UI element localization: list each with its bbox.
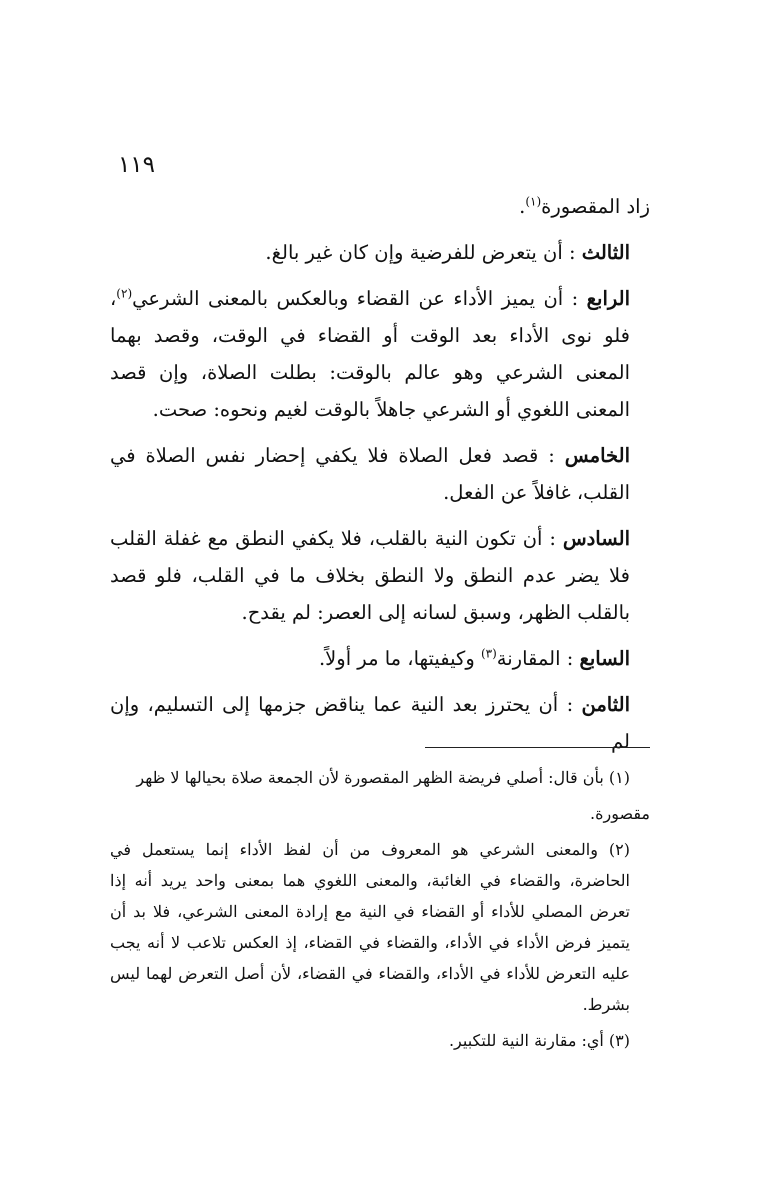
footnote-ref-2[interactable]: (٢) [116,286,133,301]
footnote-divider [425,747,650,748]
footnote-1-continued [110,798,650,829]
paragraph-intro [110,188,650,225]
paragraph-fifth [110,437,650,511]
footnote-1 [110,762,650,793]
paragraph-seventh [110,640,650,677]
text-seventh-b: وكيفيتها، ما مر أولاً. [318,647,481,670]
text-seventh-a: : المقارنة [496,647,580,670]
footnote-ref-1[interactable]: (١) [525,194,542,209]
label-fifth: الخامس [564,444,630,467]
paragraph-third [110,234,650,271]
text-fourth-b: ، فلو نوى الأداء بعد الوقت أو القضاء في الوقت، وقصد بهما المعنى الشرعي وهو عالم بالوقت: بطلت الصلاة، وإن قصد المعنى اللغوي أو الشرعي جاهلاً بالوقت لغيم ونحوه: صحت. [110,287,630,421]
footnote-1-line-1: (١) بأن قال: أصلي فريضة الظهر المقصورة لأن الجمعة صلاة بحيالها لا ظهر [136,768,630,787]
text-fourth-a: : أن يميز الأداء عن القضاء وبالعكس بالمعنى الشرعي [132,287,587,310]
label-third: الثالث [581,241,630,264]
paragraph-fourth [110,280,650,428]
label-sixth: السادس [562,527,630,550]
paragraph-eighth [110,686,650,760]
footnote-2-text: (٢) والمعنى الشرعي هو المعروف من أن لفظ الأداء إنما يستعمل في الحاضرة، والقضاء في الغائبة، والمعنى اللغوي هما بمعنى واحد يريد أنه إذا تعرض المصلي للأداء أو القضاء في النية مع إرادة المعنى الشرعي، فلا بد أن يتميز فرض الأداء في الأداء، والقضاء في القضاء، إذ العكس تلاعب لا أنه يجب عليه التعرض للأداء في الأداء، والقضاء في القضاء، لأن أصل التعرض لهما ليس بشرط. [110,840,631,1014]
label-eighth: الثامن [581,693,630,716]
text-fifth: : قصد فعل الصلاة فلا يكفي إحضار نفس الصلاة في القلب، غافلاً عن الفعل. [110,444,630,504]
text-sixth: : أن تكون النية بالقلب، فلا يكفي النطق مع غفلة القلب فلا يضر عدم النطق ولا النطق بخلاف ما في القلب، فلو قصد بالقلب الظهر، وسبق لسانه إلى العصر: لم يقدح. [110,527,630,624]
intro-text: زاد المقصورة [541,195,650,218]
paragraph-sixth [110,520,650,631]
text-eighth: : أن يحترز بعد النية عما يناقض جزمها إلى التسليم، وإن لم [110,693,630,753]
label-seventh: السابع [579,647,630,670]
footnote-3 [110,1025,650,1056]
label-fourth: الرابع [586,287,630,310]
intro-end: . [519,195,526,218]
main-text [110,188,650,769]
page-number: ١١٩ [117,152,155,178]
footnote-3-text: (٣) أي: مقارنة النية للتكبير. [448,1031,630,1050]
footnote-ref-3[interactable]: (٣) [480,646,497,661]
footnote-1-line-2: مقصورة. [590,804,650,823]
footnote-2 [110,834,650,1020]
footnotes [110,762,650,1061]
text-third: : أن يتعرض للفرضية وإن كان غير بالغ. [265,241,582,264]
